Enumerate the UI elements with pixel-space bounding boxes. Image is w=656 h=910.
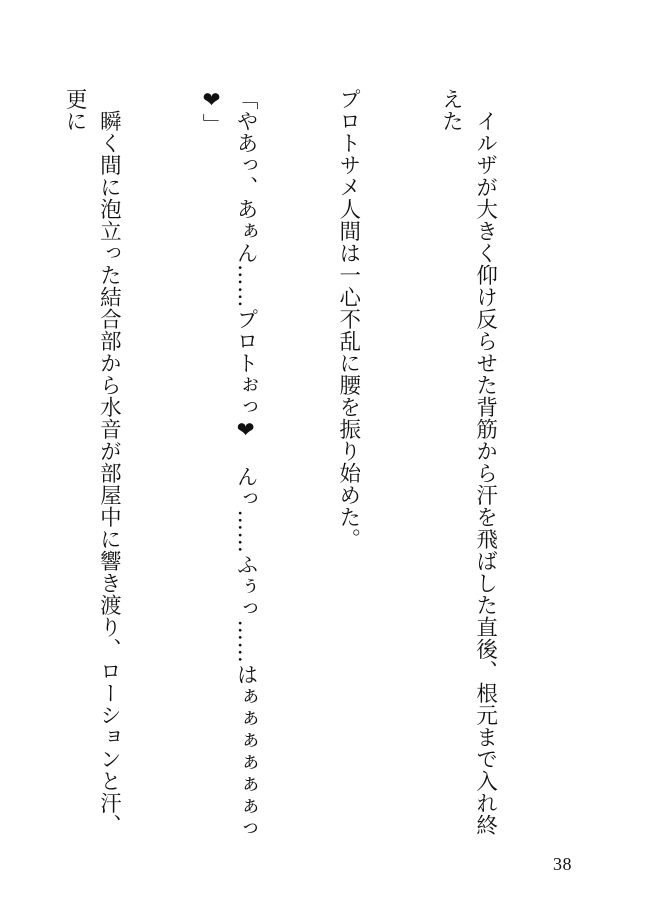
text-line-3: 「やあっ、あぁん……プロトぉっ❤ んっ……ふぅっ……はぁぁぁぁぁぁっ❤」 <box>198 88 259 840</box>
page-number: 38 <box>553 854 572 874</box>
text-line-2: プロトサメ人間は一心不乱に腰を振り始めた。 <box>335 88 361 550</box>
vertical-text-block <box>62 88 570 848</box>
text-line-4: 瞬く間に泡立った結合部から水音が部屋中に響き渡り、ローションと汗、更に <box>62 88 122 836</box>
text-line-1: イルザが大きく仰け反らせた背筋から汗を飛ばした直後、根元まで入れ終えた <box>438 88 498 836</box>
